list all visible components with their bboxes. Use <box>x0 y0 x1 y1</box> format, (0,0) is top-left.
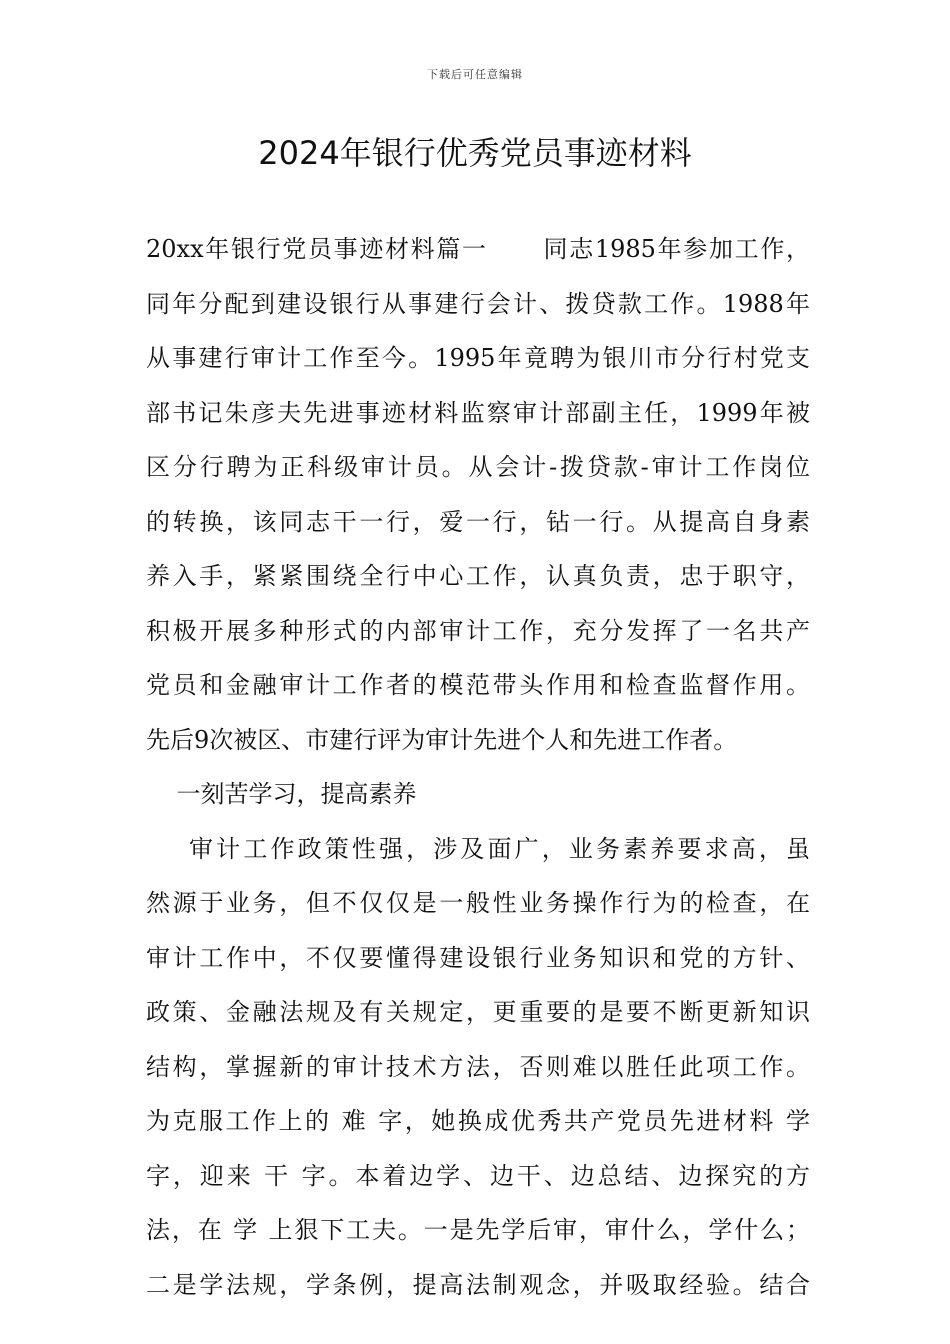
body-line: 养入手，紧紧围绕全行中心工作，认真负责，忠于职守， <box>146 562 810 590</box>
body-line: 的转换，该同志干一行，爱一行，钻一行。从提高自身素 <box>146 507 810 536</box>
document-body <box>146 222 810 1312</box>
body-line: 二是学法规，学条例，提高法制观念，并吸取经验。结合 <box>146 1270 810 1299</box>
body-line: 审计工作中，不仅要懂得建设银行业务知识和党的方针、 <box>146 943 810 972</box>
body-line: 为克服工作上的 难 字，她换成优秀共产党员先进材料 学 <box>146 1107 810 1135</box>
body-line: 同年分配到建设银行从事建行会计、拨贷款工作。1988年 <box>146 289 810 318</box>
body-line: 法，在 学 上狠下工夫。一是先学后审，审什么，学什么； <box>146 1216 810 1244</box>
body-line: 字，迎来 干 字。本着边学、边干、边总结、边探究的方 <box>146 1161 810 1190</box>
body-line: 一刻苦学习，提高素养 <box>146 780 417 808</box>
body-line: 然源于业务，但不仅仅是一般性业务操作行为的检查，在 <box>146 889 810 917</box>
body-line: 积极开展多种形式的内部审计工作，充分发挥了一名共产 <box>146 616 810 645</box>
body-line: 部书记朱彦夫先进事迹材料监察审计部副主任，1999年被 <box>146 398 810 427</box>
body-line: 政策、金融法规及有关规定，更重要的是要不断更新知识 <box>146 998 810 1026</box>
body-line: 党员和金融审计工作者的模范带头作用和检查监督作用。 <box>146 671 810 699</box>
body-line: 先后9次被区、市建行评为审计先进个人和先进工作者。 <box>146 725 738 754</box>
body-line: 从事建行审计工作至今。1995年竟聘为银川市分行村党支 <box>146 344 810 372</box>
body-line: 区分行聘为正科级审计员。从会计-拨贷款-审计工作岗位 <box>146 453 810 481</box>
body-line: 结构，掌握新的审计技术方法，否则难以胜任此项工作。 <box>146 1052 810 1081</box>
document-title: 2024年银行优秀党员事迹材料 <box>258 134 692 172</box>
header-note: 下载后可任意编辑 <box>427 68 523 81</box>
body-line: 审计工作政策性强，涉及面广，业务素养要求高，虽 <box>146 834 810 863</box>
body-line: 20xx年银行党员事迹材料篇一 同志1985年参加工作， <box>146 235 810 263</box>
